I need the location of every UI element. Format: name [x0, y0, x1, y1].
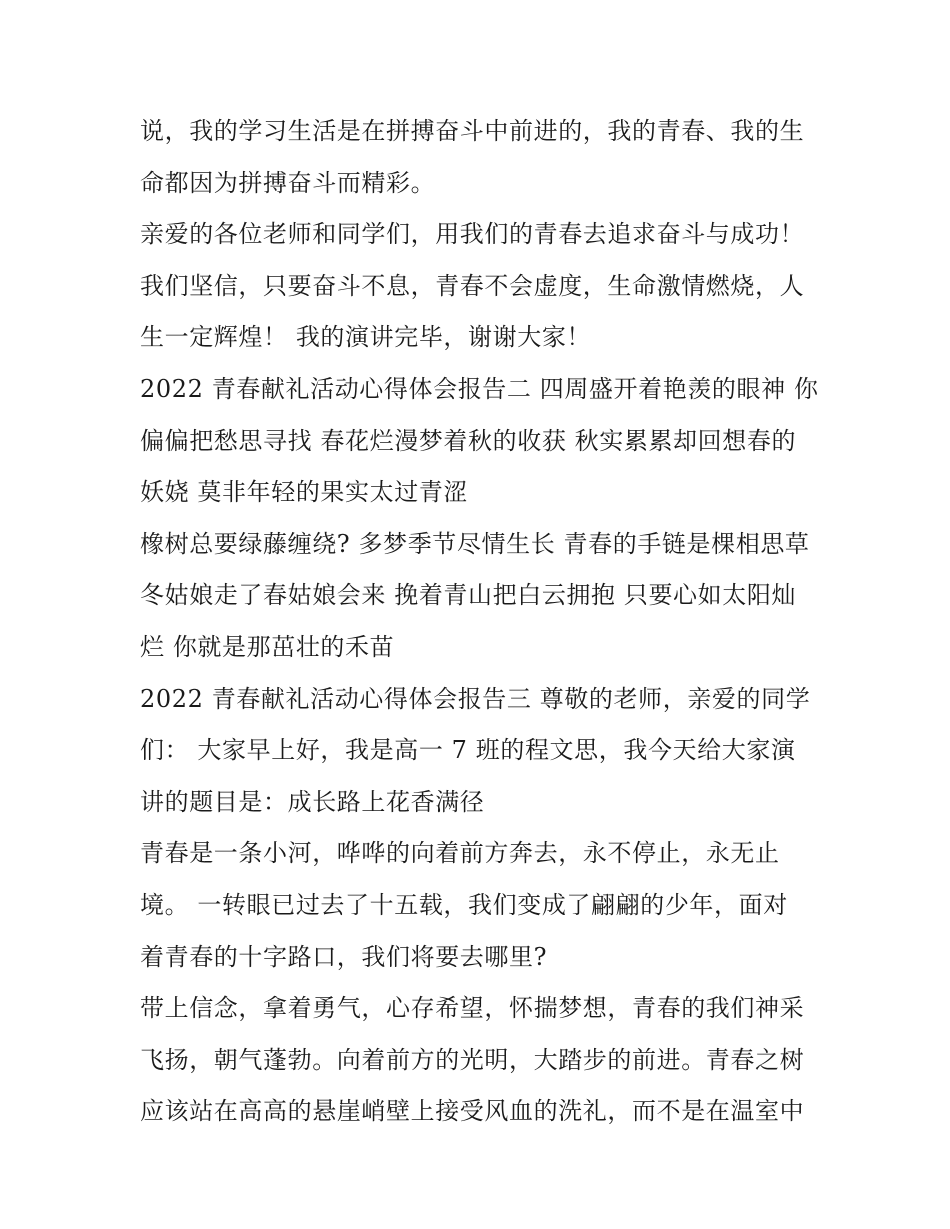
section-heading-line: 2022 青春献礼活动心得体会报告二 四周盛开着艳羡的眼神 你 — [140, 374, 819, 403]
text-line: 妖娆 莫非年轻的果实太过青涩 — [140, 478, 469, 507]
text-line: 青春是一条小河，哗哗的向着前方奔去，永不停止，永无止 — [140, 839, 780, 868]
text-line: 带上信念，拿着勇气，心存希望，怀揣梦想，青春的我们神采 — [140, 994, 805, 1023]
text-line: 命都因为拼搏奋斗而精彩。 — [140, 168, 436, 197]
text-line: 生一定辉煌！ 我的演讲完毕，谢谢大家！ — [140, 323, 592, 352]
text-line: 境。 一转眼已过去了十五载，我们变成了翩翩的少年，面对 — [140, 890, 788, 919]
text-line: 说，我的学习生活是在拼搏奋斗中前进的，我的青春、我的生 — [140, 117, 805, 145]
text-line: 橡树总要绿藤缠绕? 多梦季节尽情生长 青春的手链是棵相思草 — [140, 529, 810, 558]
text-line: 们： 大家早上好，我是高一 7 班的程文思，我今天给大家演 — [140, 736, 796, 765]
text-line: 亲爱的各位老师和同学们，用我们的青春去追求奋斗与成功！ — [140, 220, 805, 249]
text-line: 冬姑娘走了春姑娘会来 挽着青山把白云拥抱 只要心如太阳灿 — [140, 581, 797, 610]
text-line: 烂 你就是那茁壮的禾苗 — [140, 632, 395, 661]
text-line: 应该站在高高的悬崖峭壁上接受风血的洗礼，而不是在温室中 — [140, 1097, 805, 1126]
text-line: 讲的题目是：成长路上花香满径 — [140, 787, 485, 816]
text-line: 着青春的十字路口，我们将要去哪里? — [140, 942, 548, 971]
document-body — [140, 106, 830, 1138]
text-line: 我们坚信，只要奋斗不息，青春不会虚度，生命激情燃烧，人 — [140, 271, 805, 300]
section-heading-line: 2022 青春献礼活动心得体会报告三 尊敬的老师，亲爱的同学 — [140, 684, 811, 713]
text-line: 飞扬，朝气蓬勃。向着前方的光明，大踏步的前进。青春之树 — [140, 1045, 805, 1074]
text-line: 偏偏把愁思寻找 春花烂漫梦着秋的收获 秋实累累却回想春的 — [140, 426, 797, 455]
